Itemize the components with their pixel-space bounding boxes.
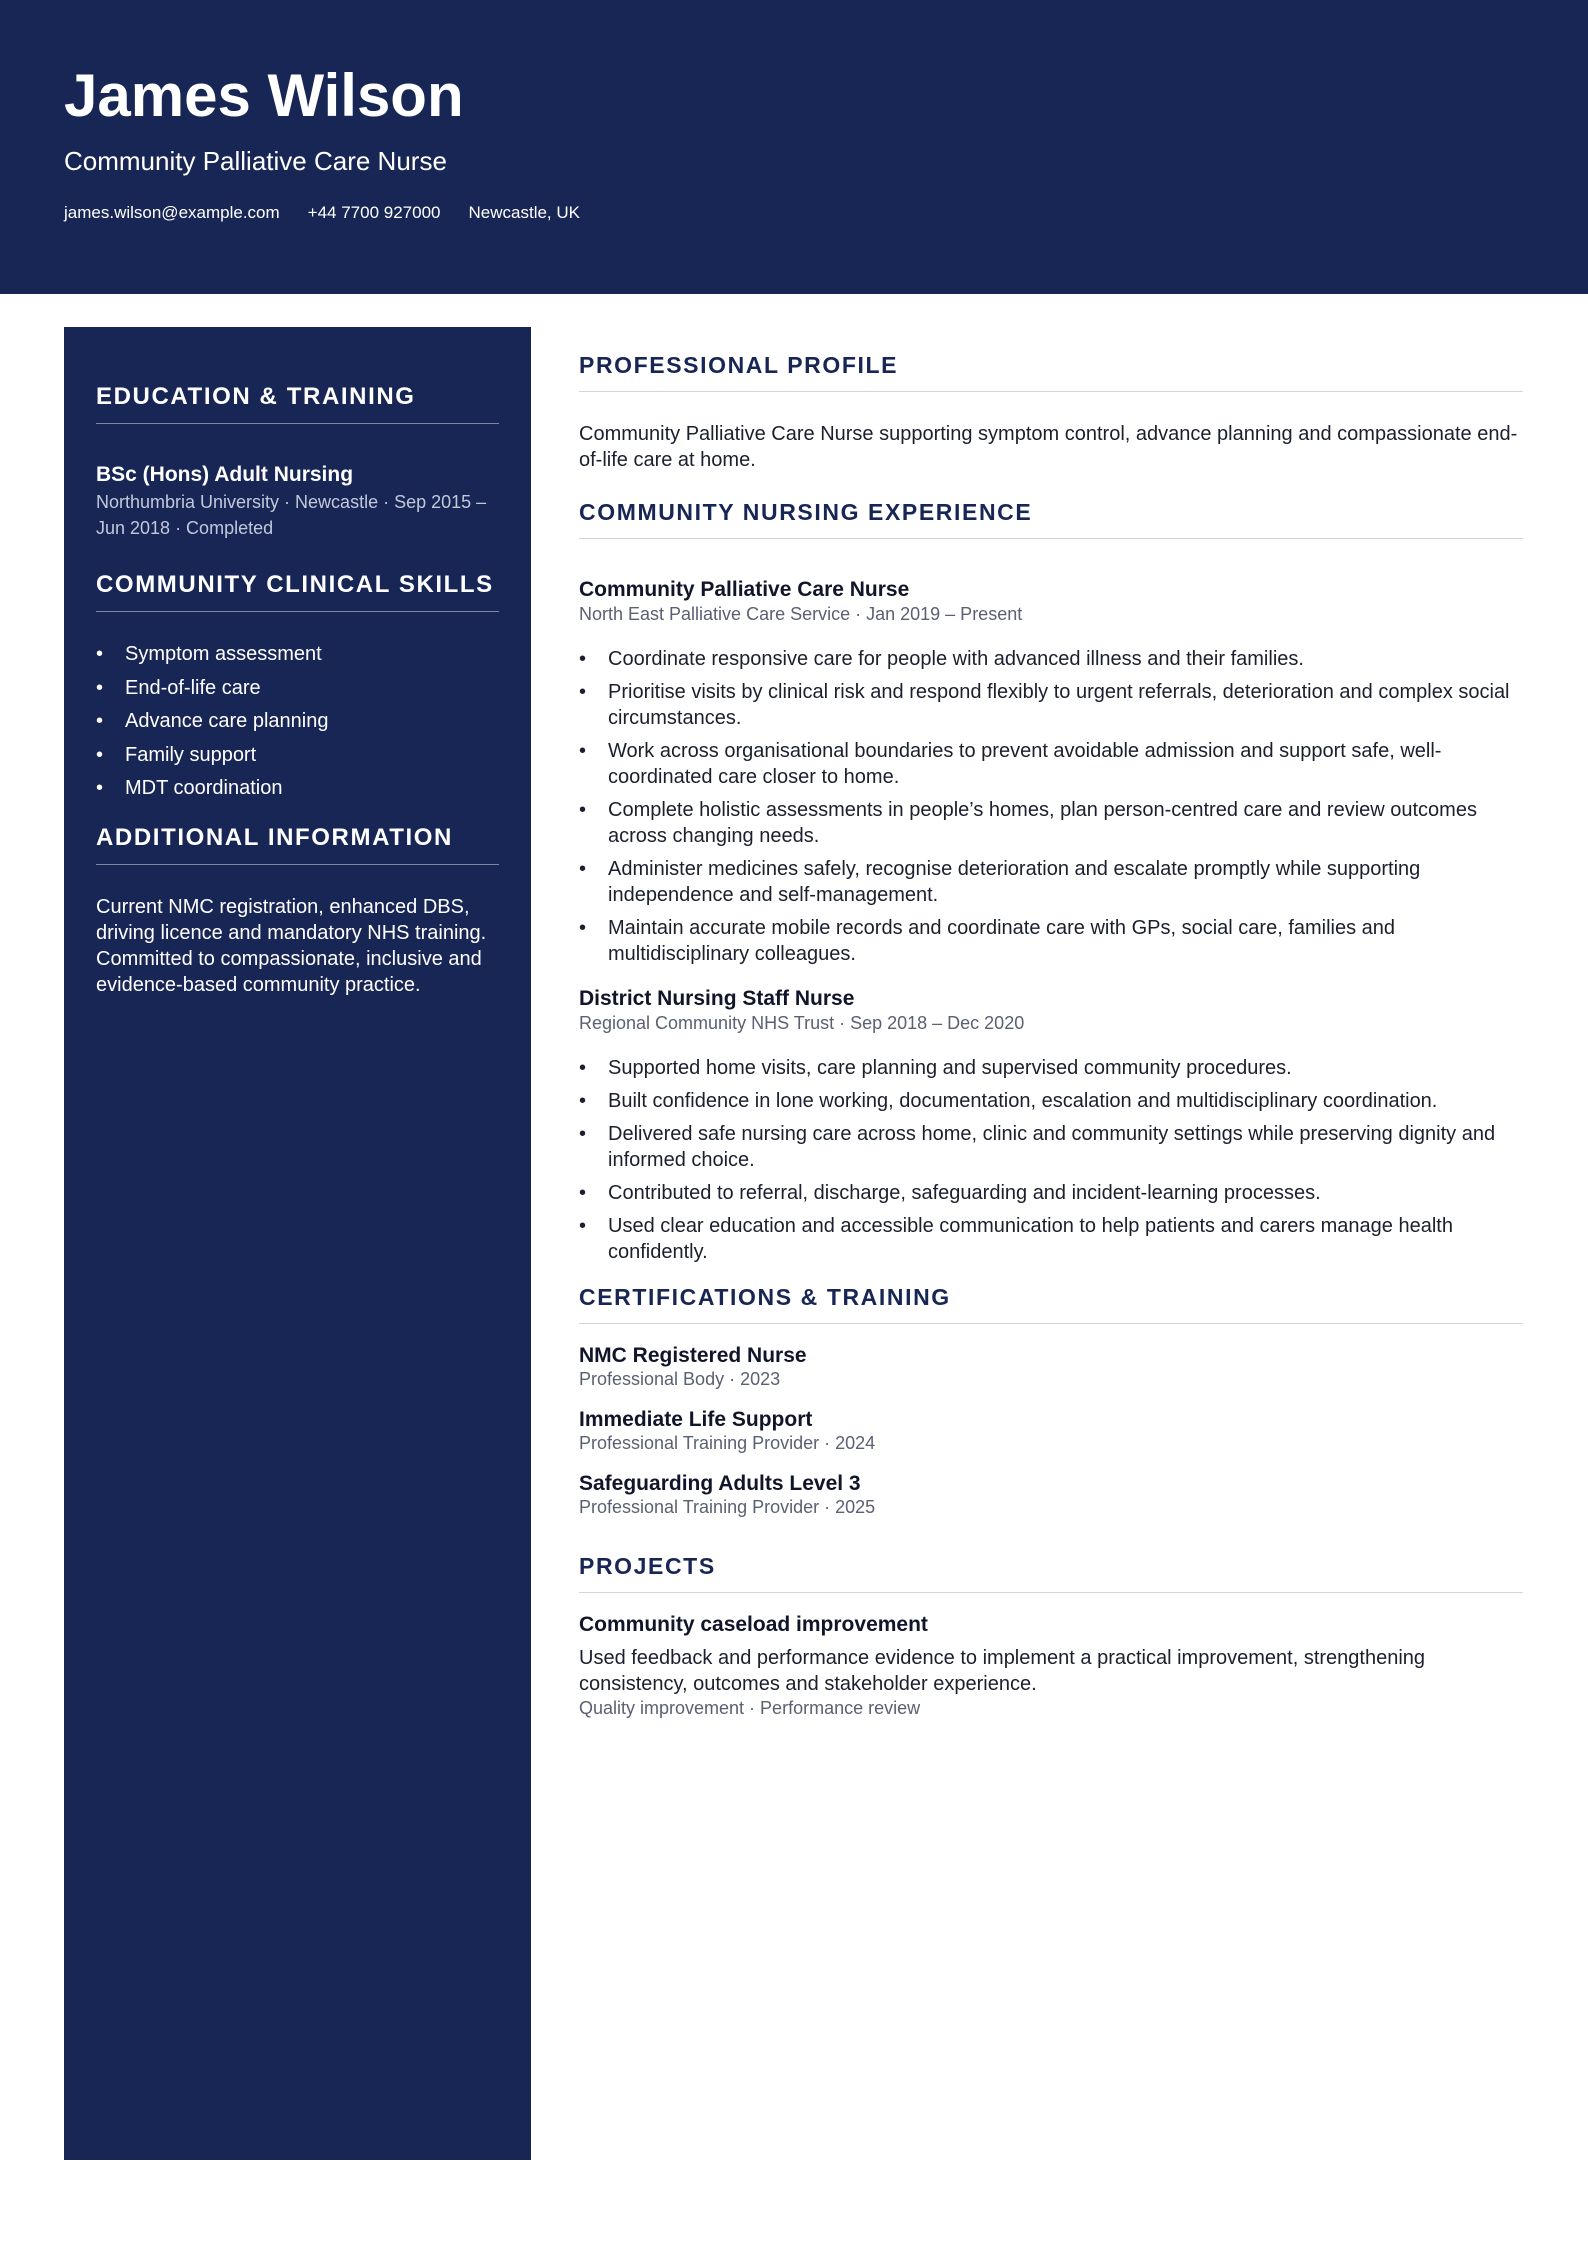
contact-phone: +44 7700 927000 <box>307 203 441 222</box>
skill-item: • End-of-life care <box>96 672 499 706</box>
certification-meta: Professional Body · 2023 <box>579 1369 781 1389</box>
sidebar <box>64 327 531 2160</box>
job-title: District Nursing Staff Nurse <box>579 987 855 1010</box>
job-bullet: • Delivered safe nursing care across home, clinic and community settings while preserving dignity and informed choice. <box>579 1121 1523 1173</box>
certification-meta: Professional Training Provider · 2025 <box>579 1497 876 1517</box>
candidate-name: James Wilson <box>64 62 464 129</box>
main-column <box>579 352 1523 1719</box>
contact-location: Newcastle, UK <box>468 203 580 222</box>
job-bullet: • Maintain accurate mobile records and coordinate care with GPs, social care, families and multidisciplinary colleagues. <box>579 915 1523 967</box>
certification-title: NMC Registered Nurse <box>579 1344 807 1367</box>
certification-item <box>579 1408 1523 1454</box>
profile-heading: PROFESSIONAL PROFILE <box>579 352 1523 392</box>
profile-text: Community Palliative Care Nurse supporting symptom control, advance planning and compassionate end-of-life care at home. <box>579 423 1518 471</box>
job-bullet: • Used clear education and accessible communication to help patients and carers manage health confidently. <box>579 1213 1523 1265</box>
skills-list <box>96 638 499 806</box>
resume-header <box>0 0 1588 294</box>
experience-heading: COMMUNITY NURSING EXPERIENCE <box>579 499 1523 539</box>
job-bullets <box>579 1055 1523 1265</box>
project-description: Used feedback and performance evidence to implement a practical improvement, strengthening consistency, outcomes and stakeholder experience. <box>579 1647 1426 1695</box>
job-bullet: • Work across organisational boundaries to prevent avoidable admission and support safe, well-coordinated care closer to home. <box>579 738 1523 790</box>
job-bullets <box>579 646 1523 967</box>
certifications-list <box>579 1344 1523 1518</box>
education-degree: BSc (Hons) Adult Nursing <box>96 463 354 486</box>
skill-item: • MDT coordination <box>96 772 499 806</box>
candidate-title: Community Palliative Care Nurse <box>64 146 447 176</box>
certifications-heading: CERTIFICATIONS & TRAINING <box>579 1284 1523 1324</box>
job-bullet: • Complete holistic assessments in people’s homes, plan person-centred care and review outcomes across changing needs. <box>579 797 1523 849</box>
certification-meta: Professional Training Provider · 2024 <box>579 1433 876 1453</box>
project-title: Community caseload improvement <box>579 1613 928 1636</box>
job-bullet: • Coordinate responsive care for people with advanced illness and their families. <box>579 646 1523 672</box>
certification-title: Immediate Life Support <box>579 1408 813 1431</box>
job-entry <box>579 987 1523 1265</box>
contact-line <box>64 203 580 223</box>
project-meta: Quality improvement · Performance review <box>579 1698 921 1718</box>
skill-item: • Family support <box>96 739 499 773</box>
certification-item <box>579 1344 1523 1390</box>
certification-item <box>579 1472 1523 1518</box>
job-bullet: • Supported home visits, care planning and supervised community procedures. <box>579 1055 1523 1081</box>
job-bullet: • Prioritise visits by clinical risk and respond flexibly to urgent referrals, deterioration and complex social circumstances. <box>579 679 1523 731</box>
projects-heading: PROJECTS <box>579 1553 1523 1593</box>
education-meta: Northumbria University · Newcastle · Sep 2015 – Jun 2018 · Completed <box>96 492 487 538</box>
additional-text: Current NMC registration, enhanced DBS, driving licence and mandatory NHS training. Committed to compassionate, inclusive and evidence-based community practice. <box>96 895 487 996</box>
skill-item: • Symptom assessment <box>96 638 499 672</box>
job-entry <box>579 578 1523 967</box>
contact-email: james.wilson@example.com <box>64 203 280 222</box>
skill-item: • Advance care planning <box>96 705 499 739</box>
job-meta: Regional Community NHS Trust · Sep 2018 – Dec 2020 <box>579 1013 1025 1033</box>
job-meta: North East Palliative Care Service · Jan 2019 – Present <box>579 604 1023 624</box>
job-bullet: • Built confidence in lone working, documentation, escalation and multidisciplinary coordination. <box>579 1088 1523 1114</box>
job-bullet: • Contributed to referral, discharge, safeguarding and incident-learning processes. <box>579 1180 1523 1206</box>
certification-title: Safeguarding Adults Level 3 <box>579 1472 861 1495</box>
skills-heading: COMMUNITY CLINICAL SKILLS <box>96 571 499 612</box>
additional-heading: ADDITIONAL INFORMATION <box>96 824 499 865</box>
education-heading: EDUCATION & TRAINING <box>96 383 499 424</box>
job-bullet: • Administer medicines safely, recognise deterioration and escalate promptly while supporting independence and self-management. <box>579 856 1523 908</box>
job-title: Community Palliative Care Nurse <box>579 578 910 601</box>
